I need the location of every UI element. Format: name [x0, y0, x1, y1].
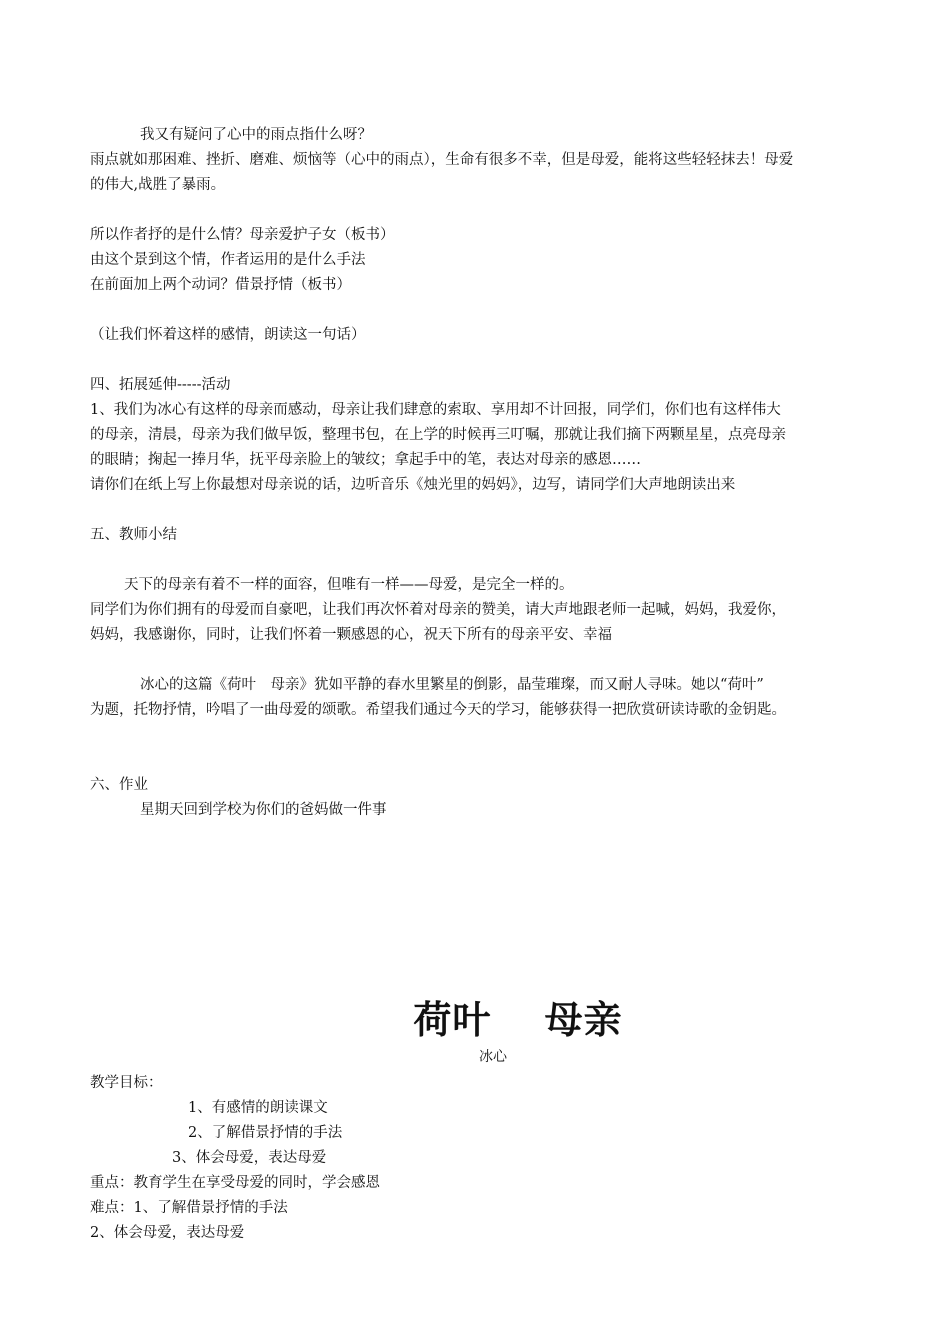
section4-heading: 四、拓展延伸-----活动 [90, 377, 231, 393]
section6-heading: 六、作业 [90, 777, 148, 793]
question-emotion: 所以作者抒的是什么情？母亲爱护子女（板书） [90, 227, 395, 243]
section5-paragraph2-line1: 同学们为你们拥有的母爱而自豪吧，让我们再次怀着对母亲的赞美，请大声地跟老师一起喊，妈妈，我爱你， [90, 602, 786, 618]
goal-1: 1、有感情的朗读课文 [188, 1100, 328, 1116]
key-point: 重点：教育学生在享受母爱的同时，学会感恩 [90, 1175, 380, 1191]
section5-paragraph3-line2: 为题，托物抒情，吟唱了一曲母爱的颂歌。希望我们通过今天的学习，能够获得一把欣赏研读诗歌的金钥匙。 [90, 702, 786, 718]
difficulty-2: 2、体会母爱，表达母爱 [90, 1225, 245, 1241]
goal-3: 3、体会母爱，表达母爱 [172, 1150, 327, 1166]
question-technique: 由这个景到这个情，作者运用的是什么手法 [90, 252, 366, 268]
section5-paragraph2-line2: 妈妈，我感谢你，同时，让我们怀着一颗感恩的心，祝天下所有的母亲平安、幸福 [90, 627, 612, 643]
section4-paragraph1-line1: 1、我们为冰心有这样的母亲而感动，母亲让我们肆意的索取、享用却不计回报，同学们，你们也有这样伟大 [90, 402, 781, 418]
question-verbs: 在前面加上两个动词？借景抒情（板书） [90, 277, 351, 293]
difficulty-1: 难点：1、了解借景抒情的手法 [90, 1200, 288, 1216]
section4-paragraph1-line3: 的眼睛；掬起一捧月华，抚平母亲脸上的皱纹；拿起手中的笔，表达对母亲的感恩…… [90, 452, 641, 468]
question-raindrops: 我又有疑问了心中的雨点指什么呀？ [140, 127, 372, 143]
section4-paragraph1-line2: 的母亲，清晨，母亲为我们做早饭，整理书包，在上学的时候再三叮嘱，那就让我们摘下两颗星星，点亮母亲 [90, 427, 786, 443]
lesson-author: 冰心 [479, 1049, 507, 1065]
answer-raindrops-line1: 雨点就如那困难、挫折、磨难、烦恼等（心中的雨点），生命有很多不幸，但是母爱，能将这些轻轻抹去！母爱 [90, 152, 794, 168]
lesson-title: 荷叶 母亲 [413, 998, 623, 1042]
goals-heading: 教学目标： [90, 1075, 163, 1091]
read-aloud-note: （让我们怀着这样的感情，朗读这一句话） [90, 327, 366, 343]
section5-paragraph1: 天下的母亲有着不一样的面容，但唯有一样——母爱，是完全一样的。 [124, 577, 574, 593]
goal-2: 2、了解借景抒情的手法 [188, 1125, 343, 1141]
section5-heading: 五、教师小结 [90, 527, 177, 543]
homework-task: 星期天回到学校为你们的爸妈做一件事 [140, 802, 387, 818]
section4-paragraph2: 请你们在纸上写上你最想对母亲说的话，边听音乐《烛光里的妈妈》，边写，请同学们大声地朗读出来 [90, 477, 736, 493]
section5-paragraph3-line1: 冰心的这篇《荷叶 母亲》犹如平静的春水里繁星的倒影，晶莹璀璨，而又耐人寻味。她以“荷叶” [140, 677, 764, 693]
answer-raindrops-line2: 的伟大,战胜了暴雨。 [90, 177, 226, 193]
